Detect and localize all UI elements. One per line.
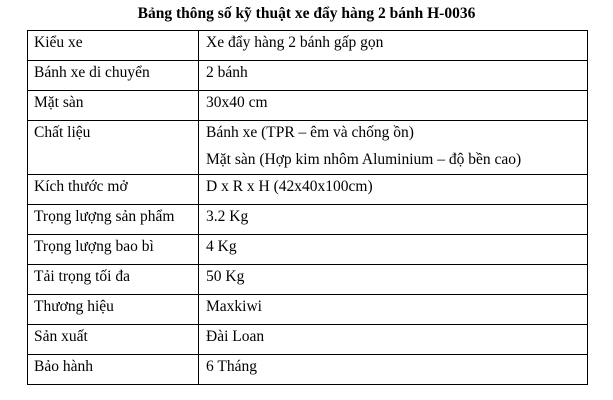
document-title: Bảng thông số kỹ thuật xe đẩy hàng 2 bánh H-0036: [137, 5, 476, 22]
row-label: Kiểu xe: [28, 31, 199, 61]
row-label: Kích thước mở: [28, 175, 199, 205]
row-value: D x R x H (42x40x100cm): [199, 175, 588, 205]
row-value: 2 bánh: [199, 61, 588, 91]
row-value: [199, 121, 588, 175]
table-row: [28, 235, 588, 265]
row-value: 50 Kg: [199, 265, 588, 295]
row-value: 30x40 cm: [199, 91, 588, 121]
table-row: [28, 325, 588, 355]
table-row: [28, 31, 588, 61]
row-label: Thương hiệu: [28, 295, 199, 325]
row-label: Trọng lượng sản phẩm: [28, 205, 199, 235]
row-label: Tải trọng tối đa: [28, 265, 199, 295]
table-row: [28, 205, 588, 235]
table-row: [28, 91, 588, 121]
row-label: Bánh xe di chuyển: [28, 61, 199, 91]
row-label: Sản xuất: [28, 325, 199, 355]
row-value-line: Bánh xe (TPR – êm và chống ồn): [206, 124, 414, 141]
row-value: 3.2 Kg: [199, 205, 588, 235]
row-label: Bảo hành: [28, 355, 199, 385]
row-value: 6 Tháng: [199, 355, 588, 385]
spec-table: [27, 30, 588, 385]
row-label: Trọng lượng bao bì: [28, 235, 199, 265]
row-value: 4 Kg: [199, 235, 588, 265]
table-row: [28, 121, 588, 175]
row-value: Xe đẩy hàng 2 bánh gấp gọn: [199, 31, 588, 61]
table-row: [28, 265, 588, 295]
table-row: [28, 175, 588, 205]
table-row: [28, 295, 588, 325]
row-value: Maxkiwi: [199, 295, 588, 325]
table-row: [28, 355, 588, 385]
row-value: Đài Loan: [199, 325, 588, 355]
row-value-line: Mặt sàn (Hợp kim nhôm Aluminium – độ bền cao): [206, 151, 522, 168]
row-label: Mặt sàn: [28, 91, 199, 121]
table-row: [28, 61, 588, 91]
row-label: Chất liệu: [28, 121, 199, 175]
